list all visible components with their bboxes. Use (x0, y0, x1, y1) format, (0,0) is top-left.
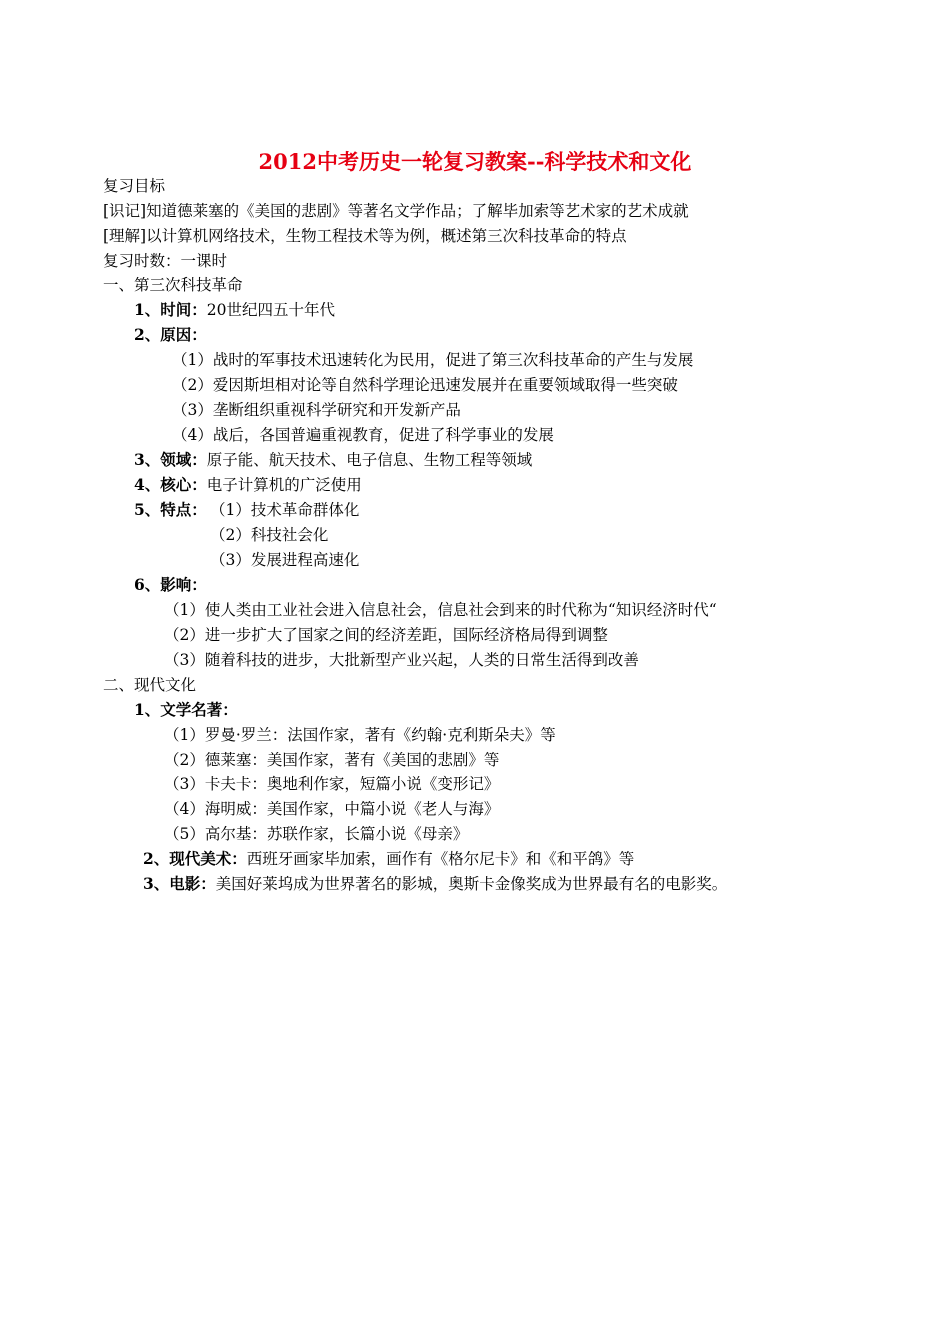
core-item (134, 474, 362, 496)
impact-label: 6、影响： (134, 575, 207, 594)
art-value: 西班牙画家毕加索，画作有《格尔尼卡》和《和平鸽》等 (246, 850, 635, 868)
cause-item: （4）战后，各国普遍重视教育，促进了科学事业的发展 (172, 426, 554, 444)
impact-item: （3）随着科技的进步，大批新型产业兴起，人类的日常生活得到改善 (164, 651, 639, 669)
feature-item: （1）技术革命群体化 (210, 501, 360, 519)
cause-label: 2、原因： (134, 325, 207, 344)
field-label: 3、领域： (134, 450, 207, 469)
review-time: 复习时数：一课时 (103, 252, 228, 270)
core-label: 4、核心： (134, 475, 207, 494)
feature-item: （3）发展进程高速化 (210, 551, 360, 569)
literature-item: （3）卡夫卡：奥地利作家，短篇小说《变形记》 (164, 775, 500, 793)
goal-understand: [理解]以计算机网络技术，生物工程技术等为例，概述第三次科技革命的特点 (103, 227, 627, 245)
time-value: 20世纪四五十年代 (206, 301, 336, 319)
time-item (134, 299, 335, 321)
section1-heading: 一、第三次科技革命 (103, 276, 243, 294)
film-label: 3、电影： (143, 874, 216, 893)
literature-item: （4）海明威：美国作家，中篇小说《老人与海》 (164, 800, 500, 818)
film-value: 美国好莱坞成为世界著名的影城，奥斯卡金像奖成为世界最有名的电影奖。 (215, 875, 728, 893)
time-label: 1、时间： (134, 300, 207, 319)
impact-item: （1）使人类由工业社会进入信息社会，信息社会到来的时代称为“知识经济时代“ (164, 601, 717, 619)
field-value: 原子能、航天技术、电子信息、生物工程等领域 (206, 451, 533, 469)
document-title: 2012中考历史一轮复习教案--科学技术和文化 (258, 149, 692, 174)
goal-recall: [识记]知道德莱塞的《美国的悲剧》等著名文学作品；了解毕加索等艺术家的艺术成就 (103, 202, 689, 220)
feature-label: 5、特点： (134, 500, 207, 519)
core-value: 电子计算机的广泛使用 (206, 476, 362, 494)
cause-item: （2）爱因斯坦相对论等自然科学理论迅速发展并在重要领域取得一些突破 (172, 376, 678, 394)
film-item (143, 873, 727, 895)
literature-label: 1、文学名著： (134, 700, 238, 719)
cause-item: （3）垄断组织重视科学研究和开发新产品 (172, 401, 461, 419)
impact-item: （2）进一步扩大了国家之间的经济差距，国际经济格局得到调整 (164, 626, 608, 644)
feature-item: （2）科技社会化 (210, 526, 329, 544)
cause-item: （1）战时的军事技术迅速转化为民用，促进了第三次科技革命的产生与发展 (172, 351, 694, 369)
goals-heading: 复习目标 (103, 177, 166, 195)
literature-item: （1）罗曼·罗兰：法国作家，著有《约翰·克利斯朵夫》等 (164, 726, 556, 744)
field-item (134, 449, 532, 471)
literature-item: （5）高尔基：苏联作家，长篇小说《母亲》 (164, 825, 469, 843)
art-label: 2、现代美术： (143, 849, 247, 868)
section2-heading: 二、现代文化 (103, 676, 197, 694)
art-item (143, 848, 634, 870)
literature-item: （2）德莱塞：美国作家，著有《美国的悲剧》等 (164, 751, 500, 769)
